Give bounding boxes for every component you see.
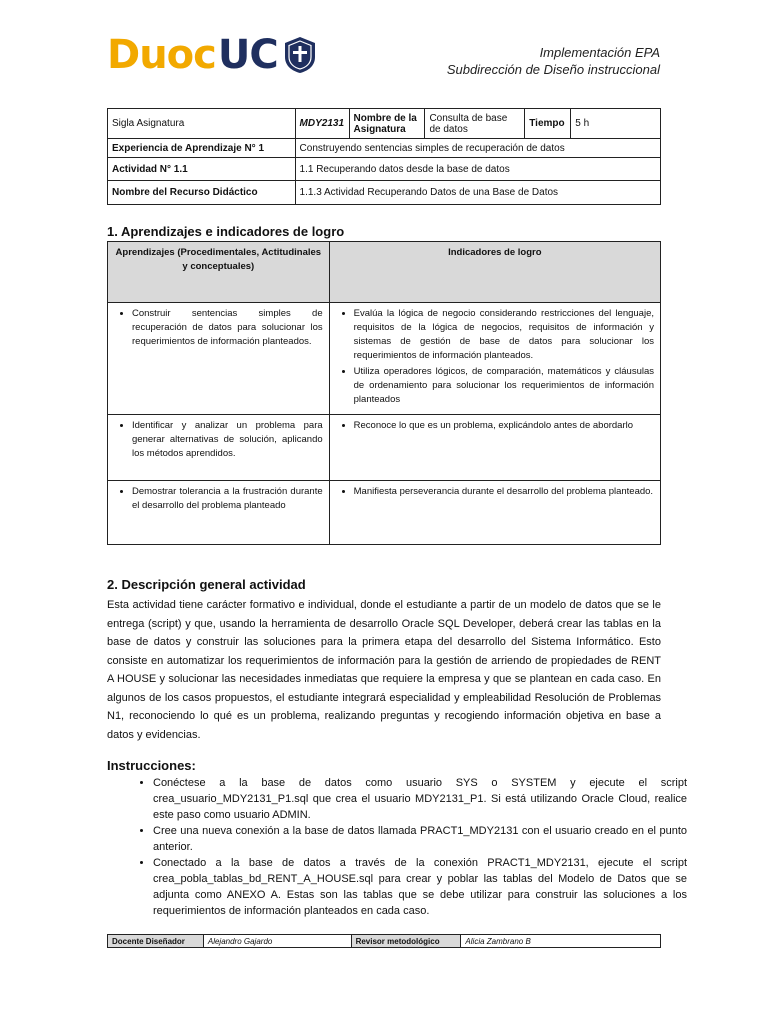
instructions-title: Instrucciones: xyxy=(107,758,196,773)
indicador-item: • Utiliza operadores lógicos, de comparación, matemáticos y cláusulas de ordenamiento para solucionar los requerimientos de información planteados xyxy=(354,365,654,407)
activity-description: Esta actividad tiene carácter formativo e individual, donde el estudiante a partir de un modelo de datos que se le entrega (script) y que, usando la herramienta de desarrollo Oracle SQL Developer, deberá crear las tablas en la base de datos y construir las soluciones para la primera etapa del desarrollo del Sistema Informático. Esto consiste en automatizar los requerimientos de información para la gestión de arriendo de propiedades de RENT A HOUSE y solucionar las necesidades inmediatas que requiere la empresa y que se plantean en cada caso. En algunos de los casos propuestos, el estudiante integrará especialidad y empleabilidad Resolución de Problemas N1, reconociendo lo qué es un problema, realizando preguntas y recogiendo información objetiva en base a datos y evidencias. xyxy=(107,599,661,741)
university-seal-icon xyxy=(282,35,318,75)
aprendizaje-cell xyxy=(108,415,330,481)
revisor-value: Alicia Zambrano B xyxy=(461,935,661,948)
header-line-2: Subdirección de Diseño instruccional xyxy=(446,62,660,77)
aprendizajes-header: Aprendizajes (Procedimentales, Actitudinales y conceptuales) xyxy=(108,242,330,303)
instruction-item: • Conéctese a la base de datos como usuario SYS o SYSTEM y ejecute el script crea_usuario_MDY2131_P1.sql que crea el usuario MDY2131_P1. Si está utilizando Oracle Cloud, realice este paso como usuario ADMIN. xyxy=(153,775,687,823)
indicador-item: • Reconoce lo que es un problema, explicándolo antes de abordarlo xyxy=(354,419,654,433)
experiencia-value: Construyendo sentencias simples de recuperación de datos xyxy=(295,139,660,158)
tiempo-label: Tiempo xyxy=(525,109,571,139)
header-subtitle xyxy=(447,44,660,78)
section-2-title: 2. Descripción general actividad xyxy=(107,577,306,592)
duoc-uc-logo xyxy=(107,32,318,78)
instruction-item: • Conectado a la base de datos a través de la conexión PRACT1_MDY2131, ejecute el script crea_pobla_tablas_bd_RENT_A_HOUSE.sql para crear y poblar las tablas del Modelo de Datos que se adjunta como ANEXO A. Estas son las tablas que se debe utilizar para construir las soluciones a los requerimientos de información planteados en cada caso. xyxy=(153,855,687,919)
footer-credits-table xyxy=(107,934,661,948)
instructions-list xyxy=(127,775,687,919)
aprendizaje-item: • Identificar y analizar un problema para generar alternativas de solución, aplicando los métodos aprendidos. xyxy=(132,419,323,461)
docente-value: Alejandro Gajardo xyxy=(203,935,351,948)
header-line-1: Implementación EPA xyxy=(539,45,660,60)
indicadores-cell xyxy=(329,415,660,481)
aprendizaje-item: • Construir sentencias simples de recuperación de datos para solucionar los requerimientos de información planteados. xyxy=(132,307,323,349)
sigla-value: MDY2131 xyxy=(295,109,349,139)
indicadores-cell xyxy=(329,481,660,545)
course-info-table xyxy=(107,108,661,205)
actividad-label: Actividad N° 1.1 xyxy=(108,158,296,181)
logo-uc-text: UC xyxy=(217,32,278,78)
nombre-label: Nombre de la Asignatura xyxy=(349,109,425,139)
indicadores-cell xyxy=(329,303,660,415)
indicador-item: • Evalúa la lógica de negocio considerando restricciones del lenguaje, requisitos de la lógica de negocios, requisitos de información y sistemas de gestión de base de datos para solucionar los requerimientos de información planteados. xyxy=(354,307,654,363)
section-1-title: 1. Aprendizajes e indicadores de logro xyxy=(107,224,345,239)
sigla-label: Sigla Asignatura xyxy=(108,109,296,139)
experiencia-label: Experiencia de Aprendizaje N° 1 xyxy=(108,139,296,158)
indicadores-header: Indicadores de logro xyxy=(329,242,660,303)
indicators-table xyxy=(107,241,661,545)
recurso-value: 1.1.3 Actividad Recuperando Datos de una Base de Datos xyxy=(295,181,660,205)
indicador-item: • Manifiesta perseverancia durante el desarrollo del problema planteado. xyxy=(354,485,654,499)
aprendizaje-cell xyxy=(108,303,330,415)
aprendizaje-item: • Demostrar tolerancia a la frustración durante el desarrollo del problema planteado xyxy=(132,485,323,513)
docente-label: Docente Diseñador xyxy=(108,935,204,948)
instruction-item: • Cree una nueva conexión a la base de datos llamada PRACT1_MDY2131 con el usuario creado en el punto anterior. xyxy=(153,823,687,855)
recurso-label: Nombre del Recurso Didáctico xyxy=(108,181,296,205)
logo-duoc-text: Duoc xyxy=(107,32,216,78)
aprendizaje-cell xyxy=(108,481,330,545)
revisor-label: Revisor metodológico xyxy=(351,935,461,948)
actividad-value: 1.1 Recuperando datos desde la base de datos xyxy=(295,158,660,181)
tiempo-value: 5 h xyxy=(571,109,661,139)
nombre-value: Consulta de base de datos xyxy=(425,109,525,139)
